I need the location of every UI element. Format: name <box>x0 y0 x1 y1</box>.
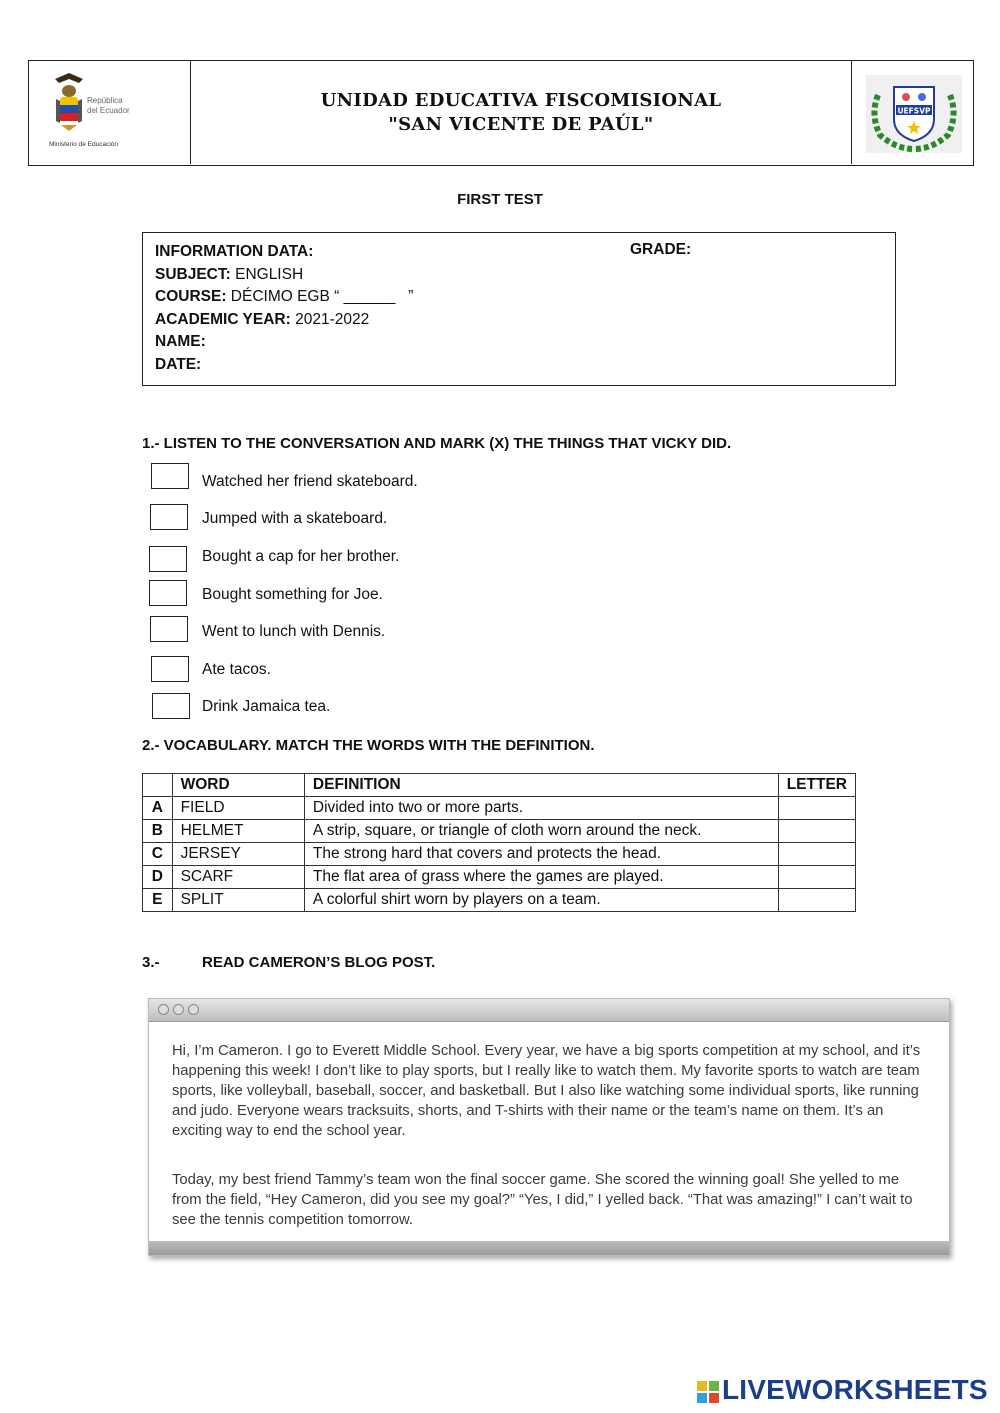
row-letter: C <box>143 843 173 866</box>
course-value: DÉCIMO EGB “ ______ ” <box>226 288 414 305</box>
header-word: WORD <box>172 774 304 797</box>
school-name-line1: UNIDAD EDUCATIVA FISCOMISIONAL <box>320 90 722 111</box>
table-row <box>143 843 856 866</box>
blog-window-titlebar <box>149 999 949 1022</box>
blog-window <box>148 998 950 1256</box>
row-definition: Divided into two or more parts. <box>304 797 778 820</box>
test-title: FIRST TEST <box>457 191 543 208</box>
table-row <box>143 866 856 889</box>
table-row <box>143 889 856 912</box>
republic-text <box>87 96 130 116</box>
name-line <box>155 330 206 353</box>
window-dot-icon <box>173 1004 184 1015</box>
section1-title: 1.- LISTEN TO THE CONVERSATION AND MARK (X) THE THINGS THAT VICKY DID. <box>142 435 732 452</box>
liveworksheets-logo-icon <box>697 1378 721 1408</box>
section3-title: READ CAMERON’S BLOG POST. <box>202 954 436 971</box>
letter-answer-cell[interactable] <box>778 866 855 889</box>
table-header-row <box>143 774 856 797</box>
republic-text-line2: del Ecuador <box>87 106 130 115</box>
row-letter: E <box>143 889 173 912</box>
liveworksheets-watermark: LIVEWORKSHEETS <box>722 1374 988 1405</box>
header-index <box>143 774 173 797</box>
window-dot-icon <box>158 1004 169 1015</box>
checkbox-label-5: Went to lunch with Dennis. <box>202 623 386 640</box>
blog-paragraph-1: Hi, I’m Cameron. I go to Everett Middle School. Every year, we have a big sports competition at my school, and it’s happening this week! I don’t like to play sports, but I really like to watch them. My favorite sports to watch are team sports, like volleyball, baseball, soccer, and basketball. But I also like watching some individual sports, like running and judo. Everyone wears tracksuits, shorts, and T-shirts with their name or the team’s name on them. It’s an exciting way to end the school year. <box>172 1043 921 1139</box>
row-word: HELMET <box>172 820 304 843</box>
blog-paragraph-2: Today, my best friend Tammy’s team won the final soccer game. She scored the winning goal! She yelled to me from the field, “Hey Cameron, did you see my goal?” “Yes, I did,” I yelled back. “That was amazing!” I can’t wait to see the tennis competition tomorrow. <box>172 1172 913 1228</box>
row-definition: The flat area of grass where the games are played. <box>304 866 778 889</box>
school-header <box>28 60 974 166</box>
blog-window-footer <box>149 1241 949 1255</box>
header-letter: LETTER <box>778 774 855 797</box>
checkbox-1[interactable] <box>151 463 189 489</box>
school-crest-label: UEFSVP <box>897 106 931 116</box>
school-crest-icon <box>866 75 962 153</box>
row-word: SCARF <box>172 866 304 889</box>
grade-label: GRADE: <box>630 241 692 258</box>
info-data-label: INFORMATION DATA: <box>155 243 314 260</box>
republic-text-line1: República <box>87 96 123 105</box>
information-box <box>142 232 896 386</box>
table-row <box>143 797 856 820</box>
date-line <box>155 353 201 376</box>
ministry-logo-cell <box>29 61 191 164</box>
letter-answer-cell[interactable] <box>778 797 855 820</box>
checkbox-label-1: Watched her friend skateboard. <box>202 473 418 490</box>
name-label: NAME: <box>155 333 206 350</box>
letter-answer-cell[interactable] <box>778 843 855 866</box>
school-name <box>191 89 851 137</box>
letter-answer-cell[interactable] <box>778 820 855 843</box>
academic-year-value: 2021-2022 <box>290 311 370 328</box>
school-logo-cell <box>851 61 973 164</box>
academic-year-label: ACADEMIC YEAR: <box>155 311 291 328</box>
row-word: JERSEY <box>172 843 304 866</box>
checkbox-7[interactable] <box>152 693 190 719</box>
subject-value: ENGLISH <box>230 266 304 283</box>
row-definition: The strong hard that covers and protects the head. <box>304 843 778 866</box>
row-letter: B <box>143 820 173 843</box>
course-label: COURSE: <box>155 288 227 305</box>
date-label: DATE: <box>155 356 202 373</box>
checkbox-4[interactable] <box>149 580 187 606</box>
subject-label: SUBJECT: <box>155 266 231 283</box>
row-word: FIELD <box>172 797 304 820</box>
ecuador-coat-of-arms-icon <box>51 71 87 135</box>
academic-year-line <box>155 308 369 331</box>
course-line <box>155 285 413 308</box>
row-word: SPLIT <box>172 889 304 912</box>
checkbox-label-3: Bought a cap for her brother. <box>202 548 400 565</box>
section3-number: 3.- <box>142 954 160 971</box>
table-row <box>143 820 856 843</box>
checkbox-label-2: Jumped with a skateboard. <box>202 510 388 527</box>
checkbox-2[interactable] <box>150 504 188 530</box>
row-definition: A colorful shirt worn by players on a team. <box>304 889 778 912</box>
checkbox-6[interactable] <box>151 656 189 682</box>
vocabulary-table <box>142 773 856 912</box>
row-letter: D <box>143 866 173 889</box>
checkbox-label-7: Drink Jamaica tea. <box>202 698 331 715</box>
section2-title: 2.- VOCABULARY. MATCH THE WORDS WITH THE DEFINITION. <box>142 737 595 754</box>
header-definition: DEFINITION <box>304 774 778 797</box>
window-dot-icon <box>188 1004 199 1015</box>
checkbox-5[interactable] <box>150 616 188 642</box>
ministry-caption: Ministerio de Educación <box>49 141 119 148</box>
info-data-line <box>155 240 313 263</box>
checkbox-3[interactable] <box>149 546 187 572</box>
checkbox-label-4: Bought something for Joe. <box>202 586 383 603</box>
subject-line <box>155 263 303 286</box>
row-definition: A strip, square, or triangle of cloth worn around the neck. <box>304 820 778 843</box>
school-name-line2: "SAN VICENTE DE PAÚL" <box>388 114 654 135</box>
checkbox-label-6: Ate tacos. <box>202 661 271 678</box>
letter-answer-cell[interactable] <box>778 889 855 912</box>
row-letter: A <box>143 797 173 820</box>
